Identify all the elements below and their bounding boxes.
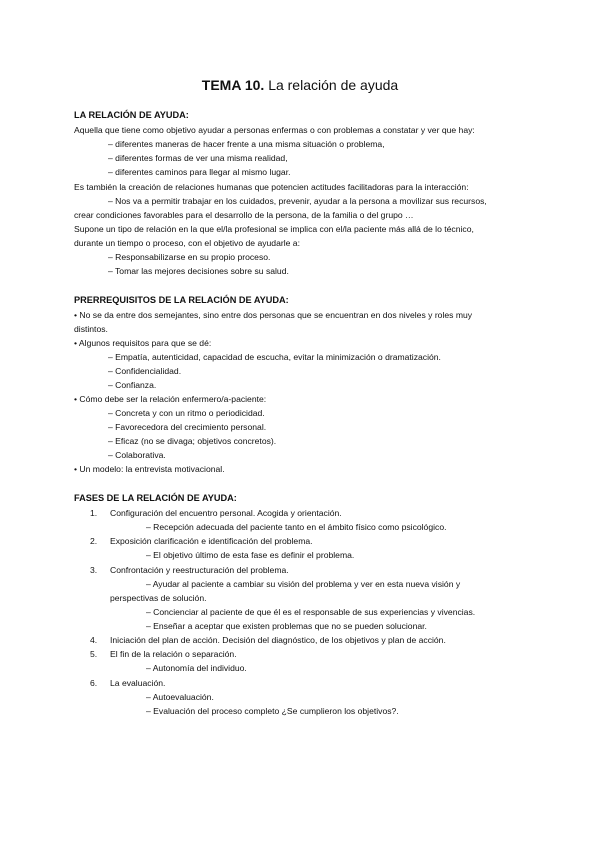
list-item: – Empatía, autenticidad, capacidad de escucha, evitar la minimización o dramatización.: [108, 352, 441, 362]
paragraph-line: distintos.: [74, 324, 108, 334]
list-item: – Evaluación del proceso completo ¿Se cumplieron los objetivos?.: [146, 706, 399, 716]
paragraph-line: perspectivas de solución.: [110, 593, 207, 603]
list-item: – Favorecedora del crecimiento personal.: [108, 422, 267, 432]
list-number: 3.: [90, 565, 98, 575]
list-item: – Nos va a permitir trabajar en los cuidados, prevenir, ayudar a la persona a movilizar sus recursos,: [108, 196, 487, 206]
list-number: 2.: [90, 536, 98, 546]
phase-item: La evaluación.: [110, 678, 166, 688]
bullet-item: • Cómo debe ser la relación enfermero/a-paciente:: [74, 394, 267, 404]
list-item: – Responsabilizarse en su propio proceso.: [108, 252, 271, 262]
phase-item: Confrontación y reestructuración del problema.: [110, 565, 289, 575]
paragraph-line: Supone un tipo de relación en la que el/la profesional se implica con el/la paciente más allá de lo técnico,: [74, 224, 474, 234]
bullet-item: • No se da entre dos semejantes, sino entre dos personas que se encuentran en dos niveles y roles muy: [74, 310, 473, 320]
paragraph-line: durante un tiempo o proceso, con el objetivo de ayudarle a:: [74, 238, 300, 248]
list-item: – Autonomía del individuo.: [146, 663, 247, 673]
paragraph-line: Es también la creación de relaciones humanas que potencien actitudes facilitadoras para la interacción:: [74, 182, 469, 192]
list-item: – Confidencialidad.: [108, 366, 182, 376]
list-item: – Eficaz (no se divaga; objetivos concretos).: [108, 436, 277, 446]
phase-item: El fin de la relación o separación.: [110, 649, 237, 659]
list-number: 6.: [90, 678, 98, 688]
list-item: – diferentes caminos para llegar al mismo lugar.: [108, 167, 291, 177]
list-item: – Ayudar al paciente a cambiar su visión del problema y ver en esta nueva visión y: [146, 579, 461, 589]
list-item: – Autoevaluación.: [146, 692, 214, 702]
list-item: – Confianza.: [108, 380, 157, 390]
list-item: – Enseñar a aceptar que existen problemas que no se pueden solucionar.: [146, 621, 427, 631]
list-item: – Recepción adecuada del paciente tanto en el ámbito físico como psicológico.: [146, 522, 447, 532]
phase-item: Exposición clarificación e identificación del problema.: [110, 536, 313, 546]
section-heading-prerrequisitos: PRERREQUISITOS DE LA RELACIÓN DE AYUDA:: [74, 295, 289, 305]
list-item: – El objetivo último de esta fase es definir el problema.: [146, 550, 355, 560]
list-number: 4.: [90, 635, 98, 645]
bullet-item: • Algunos requisitos para que se dé:: [74, 338, 212, 348]
title-number: TEMA 10.: [201, 77, 265, 93]
title-text: La relación de ayuda: [268, 77, 399, 93]
list-number: 5.: [90, 649, 98, 659]
list-item: – Concienciar al paciente de que él es el responsable de sus experiencias y vivencias.: [146, 607, 476, 617]
list-item: – diferentes formas de ver una misma realidad,: [108, 153, 288, 163]
phase-item: Configuración del encuentro personal. Acogida y orientación.: [110, 508, 342, 518]
paragraph-line: crear condiciones favorables para el desarrollo de la persona, de la familia o del grupo …: [74, 210, 414, 220]
section-heading-relacion: LA RELACIÓN DE AYUDA:: [74, 110, 189, 120]
list-item: – Concreta y con un ritmo o periodicidad.: [108, 408, 265, 418]
section-heading-fases: FASES DE LA RELACIÓN DE AYUDA:: [74, 493, 237, 503]
paragraph-line: Aquella que tiene como objetivo ayudar a personas enfermas o con problemas a constatar y ver que hay:: [74, 125, 475, 135]
list-number: 1.: [90, 508, 98, 518]
bullet-item: • Un modelo: la entrevista motivacional.: [74, 464, 225, 474]
list-item: – Colaborativa.: [108, 450, 166, 460]
phase-item: Iniciación del plan de acción. Decisión del diagnóstico, de los objetivos y plan de acción.: [110, 635, 446, 645]
list-item: – diferentes maneras de hacer frente a una misma situación o problema,: [108, 139, 385, 149]
page-title: [0, 76, 600, 94]
list-item: – Tomar las mejores decisiones sobre su salud.: [108, 266, 289, 276]
